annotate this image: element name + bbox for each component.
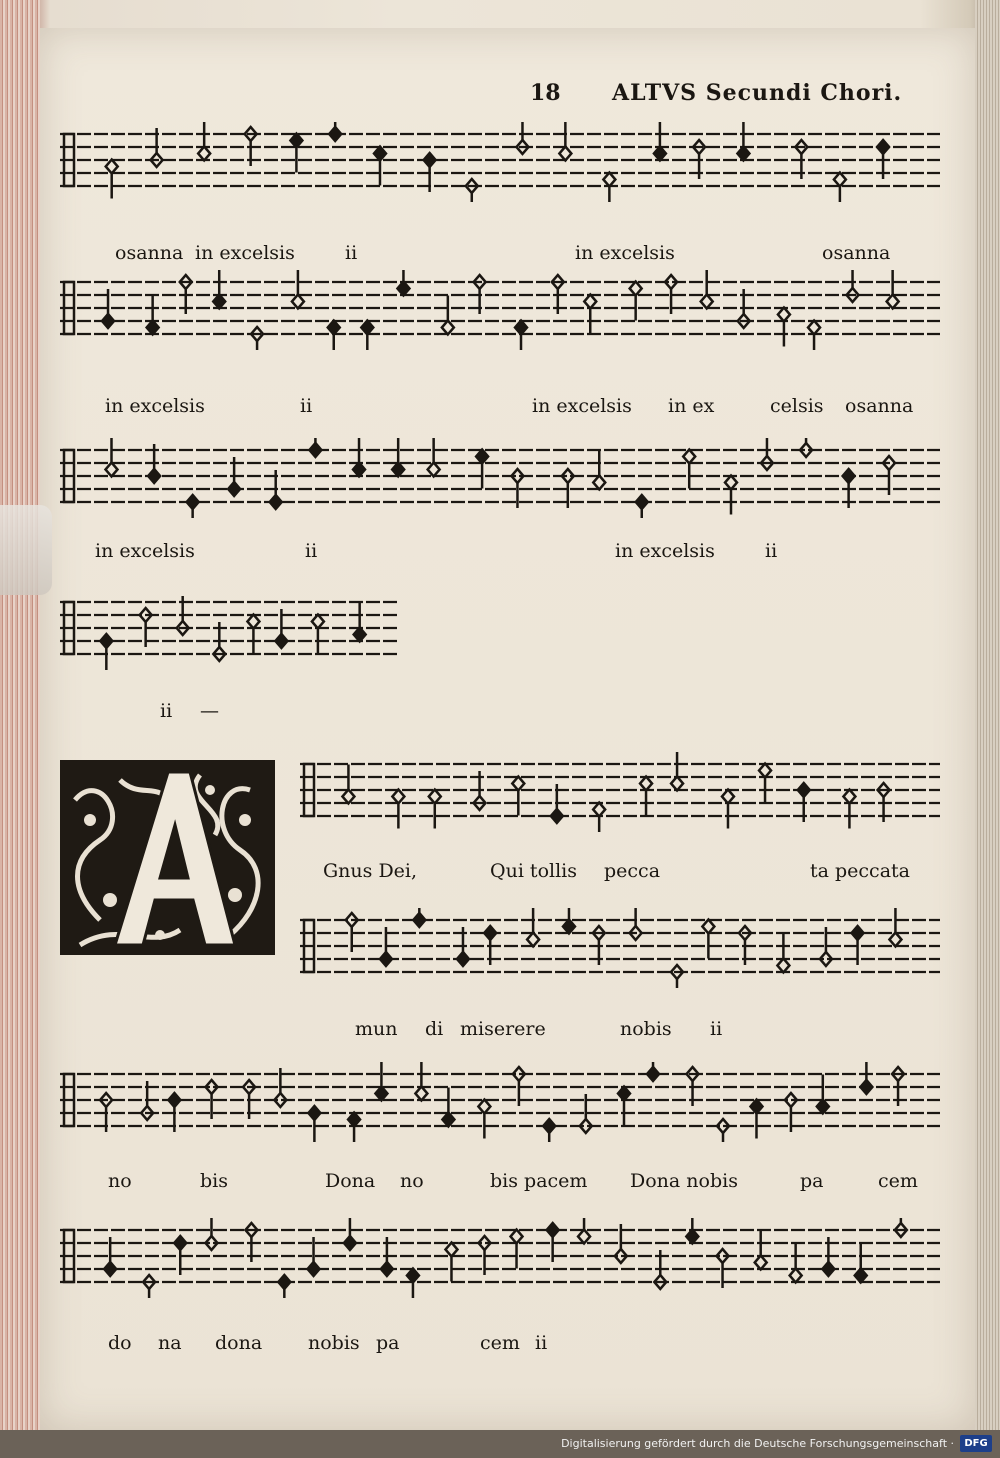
- lyric-word: osanna: [822, 242, 891, 264]
- note: [187, 495, 199, 518]
- note: [630, 282, 642, 321]
- note: [800, 438, 812, 457]
- note: [251, 327, 263, 350]
- note: [329, 122, 341, 141]
- lyric-word: pa: [800, 1170, 824, 1192]
- page-number: 18: [530, 80, 561, 106]
- note: [198, 122, 210, 161]
- note: [392, 438, 404, 477]
- viewer-footer: [0, 1430, 1000, 1458]
- note: [466, 179, 478, 202]
- note: [375, 1062, 387, 1101]
- note: [290, 134, 302, 173]
- music-staff: [60, 438, 940, 518]
- book-page-edge: [0, 0, 40, 1430]
- note: [817, 1075, 829, 1114]
- note: [445, 1243, 457, 1282]
- lyric-word: ii: [300, 395, 313, 417]
- note: [348, 1113, 360, 1143]
- note: [392, 790, 404, 829]
- lyric-word: in ex: [668, 395, 715, 417]
- note: [342, 765, 354, 804]
- note: [478, 1100, 490, 1139]
- note: [636, 495, 648, 518]
- music-staff: [300, 908, 940, 988]
- lyric-word: in excelsis: [575, 242, 675, 264]
- note: [603, 173, 615, 203]
- note: [428, 438, 440, 477]
- lyric-word: na: [158, 1332, 182, 1354]
- note: [415, 1062, 427, 1101]
- note: [761, 438, 773, 470]
- lyric-word: ii: [765, 540, 778, 562]
- note: [618, 1087, 630, 1126]
- note: [147, 296, 159, 335]
- note: [407, 1269, 419, 1299]
- note: [778, 308, 790, 347]
- note: [671, 965, 683, 988]
- note: [516, 122, 528, 154]
- lyric-word: —: [200, 700, 219, 722]
- note: [640, 777, 652, 816]
- lyric-word: in excelsis: [95, 540, 195, 562]
- note: [717, 1119, 729, 1142]
- note: [843, 790, 855, 829]
- lyric-word: di: [425, 1018, 444, 1040]
- lyric-word: pa: [376, 1332, 400, 1354]
- note: [354, 603, 366, 642]
- note: [630, 908, 642, 940]
- note: [702, 920, 714, 959]
- lyric-word: Dona nobis: [630, 1170, 738, 1192]
- lyric-word: ii: [710, 1018, 723, 1040]
- lyric-word: Gnus Dei,: [323, 860, 418, 882]
- note: [292, 270, 304, 309]
- music-staff: [60, 122, 940, 202]
- book-right-edge: [975, 0, 1000, 1430]
- lyric-word: dona: [215, 1332, 263, 1354]
- music-staff: [60, 270, 940, 350]
- lyric-word: pecca: [604, 860, 661, 882]
- note: [143, 1275, 155, 1298]
- note: [671, 752, 683, 791]
- note: [593, 451, 605, 490]
- lyric-word: bis pacem: [490, 1170, 588, 1192]
- music-staff: [300, 752, 940, 832]
- note: [512, 777, 524, 816]
- note: [374, 147, 386, 186]
- note: [308, 1106, 320, 1142]
- note: [834, 173, 846, 203]
- lyric-word: Qui tollis: [490, 860, 577, 882]
- note: [527, 908, 539, 947]
- lyric-word: celsis: [770, 395, 824, 417]
- note: [213, 270, 225, 309]
- note: [105, 438, 117, 477]
- note: [278, 1275, 290, 1298]
- note: [759, 764, 771, 803]
- note: [328, 321, 340, 351]
- note: [755, 1231, 767, 1270]
- decorated-initial: [60, 760, 275, 955]
- note: [722, 790, 734, 829]
- note: [750, 1100, 762, 1139]
- note: [701, 270, 713, 309]
- dfg-logo: DFG: [960, 1435, 992, 1452]
- music-staff: [60, 1218, 940, 1298]
- note: [654, 122, 666, 161]
- note: [515, 321, 527, 351]
- lyric-word: miserere: [460, 1018, 546, 1040]
- note: [476, 450, 488, 489]
- note: [442, 296, 454, 335]
- page-clip: [0, 505, 52, 595]
- note: [647, 1062, 659, 1081]
- lyric-word: in excelsis: [532, 395, 632, 417]
- note: [855, 1244, 867, 1283]
- note: [737, 122, 749, 161]
- music-staff: [60, 590, 400, 670]
- lyric-word: nobis: [308, 1332, 360, 1354]
- note: [808, 321, 820, 351]
- note: [247, 615, 259, 654]
- music-staff: [60, 1062, 940, 1142]
- note: [559, 122, 571, 161]
- note: [543, 1119, 555, 1142]
- lyric-word: in excelsis: [105, 395, 205, 417]
- lyric-word: ta peccata: [810, 860, 910, 882]
- lyric-word: no: [400, 1170, 424, 1192]
- lyric-word: in excelsis: [615, 540, 715, 562]
- lyric-word: Dona: [325, 1170, 376, 1192]
- note: [106, 160, 118, 199]
- note: [361, 321, 373, 351]
- note: [593, 803, 605, 833]
- note: [429, 790, 441, 829]
- note: [205, 1218, 217, 1250]
- note: [889, 908, 901, 947]
- running-head: ALTVS Secundi Chori.: [612, 80, 903, 106]
- note: [790, 1244, 802, 1283]
- note: [344, 1218, 356, 1250]
- lyric-word: mun: [355, 1018, 398, 1040]
- note: [442, 1088, 454, 1127]
- lyric-word: no: [108, 1170, 132, 1192]
- note: [511, 1230, 523, 1269]
- note: [887, 270, 899, 309]
- lyric-word: bis: [200, 1170, 228, 1192]
- lyric-word: ii: [345, 242, 358, 264]
- note: [683, 450, 695, 489]
- note: [777, 934, 789, 973]
- note: [895, 1218, 907, 1237]
- note: [847, 270, 859, 302]
- note: [100, 634, 112, 670]
- note: [860, 1062, 872, 1094]
- lyric-word: in excelsis: [195, 242, 295, 264]
- lyric-word: ii: [160, 700, 173, 722]
- lyric-word: ii: [535, 1332, 548, 1354]
- lyric-word: cem: [878, 1170, 918, 1192]
- lyric-word: cem: [480, 1332, 520, 1354]
- lyric-word: osanna: [115, 242, 184, 264]
- note: [353, 438, 365, 477]
- note: [584, 295, 596, 334]
- lyric-word: nobis: [620, 1018, 672, 1040]
- note: [413, 908, 425, 927]
- footer-credit: Digitalisierung gefördert durch die Deutsche Forschungsgemeinschaft ·: [561, 1437, 954, 1450]
- note: [725, 476, 737, 515]
- note: [309, 438, 321, 457]
- initial-ornament: [60, 760, 275, 955]
- lyric-word: ii: [305, 540, 318, 562]
- lyric-word: do: [108, 1332, 132, 1354]
- lyric-word: osanna: [845, 395, 914, 417]
- note: [312, 615, 324, 654]
